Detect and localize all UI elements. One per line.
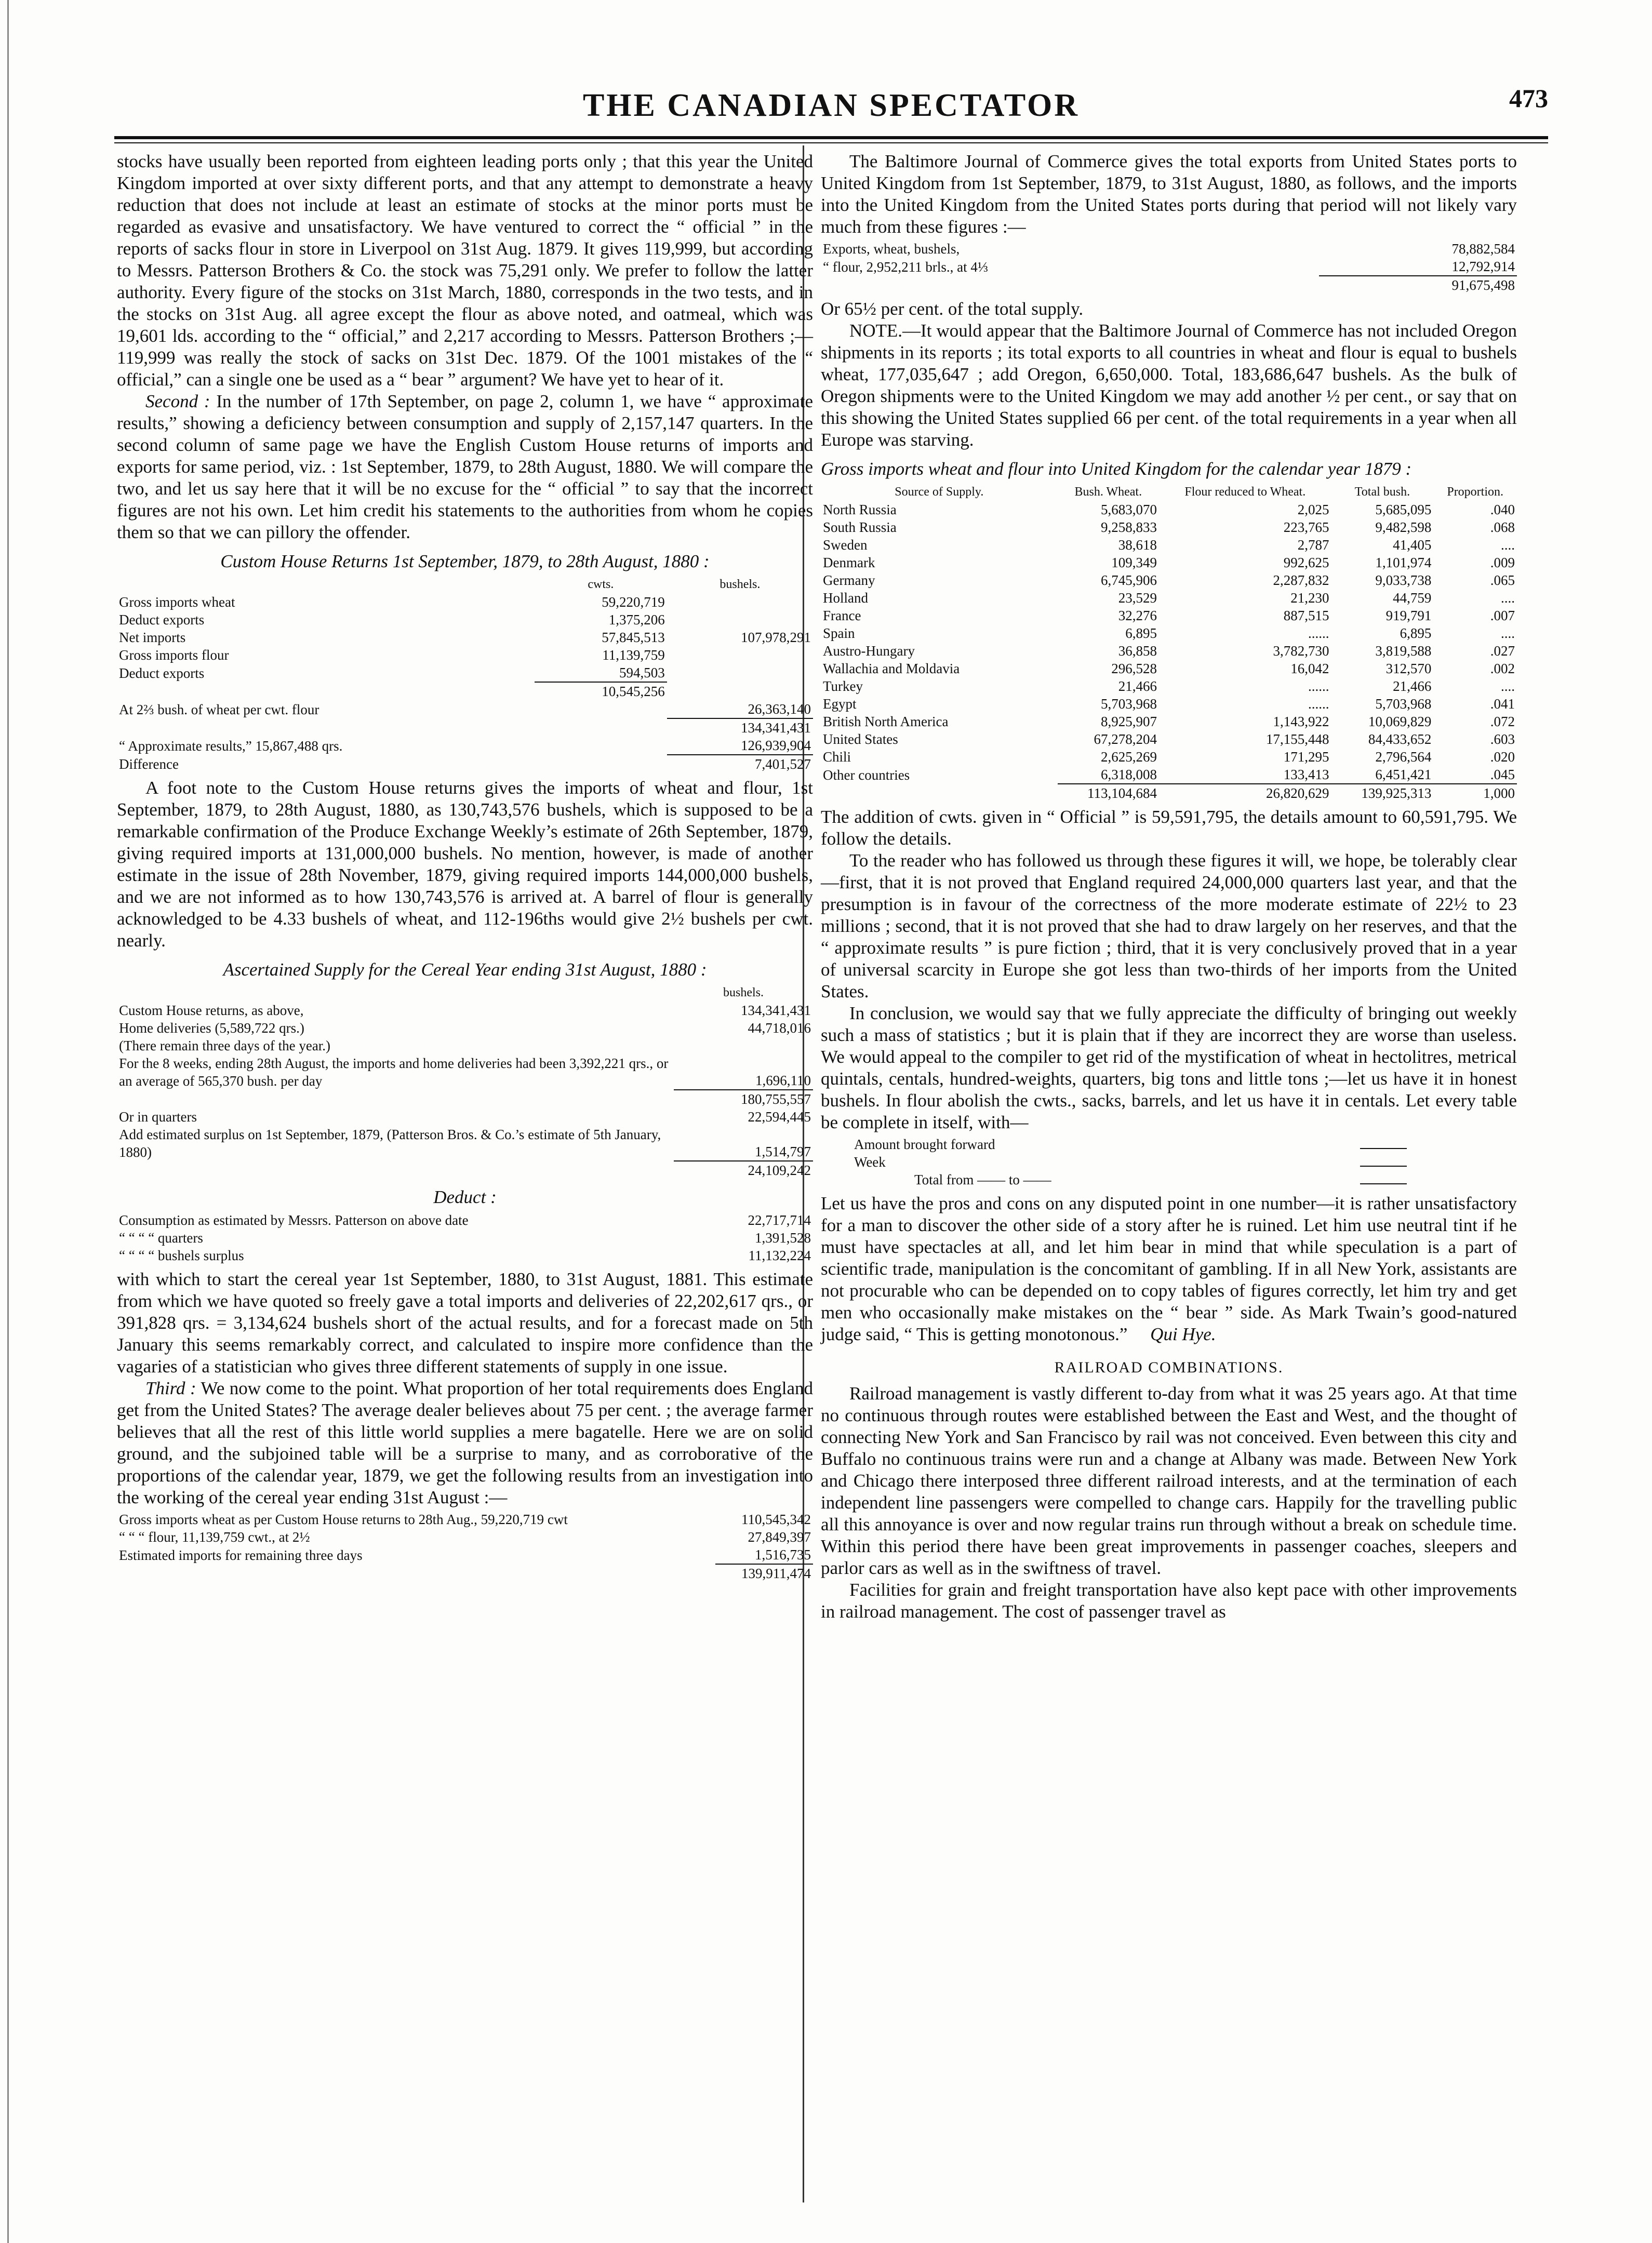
total-cell: 84,433,652 xyxy=(1368,731,1432,747)
table-row xyxy=(117,1247,813,1264)
row-label: Estimated imports for remaining three days xyxy=(119,1547,363,1563)
column-header: Source of Supply. xyxy=(895,485,984,499)
page-header xyxy=(114,0,1548,156)
row-label: Gross imports flour xyxy=(119,647,229,663)
table-row xyxy=(821,554,1517,571)
row-label: Difference xyxy=(119,756,179,772)
flour-cell: 992,625 xyxy=(1283,555,1329,570)
table-row xyxy=(821,660,1517,677)
wheat-cell: 21,466 xyxy=(1118,678,1157,694)
paragraph: The Baltimore Journal of Commerce gives the total exports from United States ports to United Kingdom from 1st September, 1879, to 31st August, 1880, as follows, and the imports into the United Kingdom from the United States ports during that period will not likely vary much from these figures :— xyxy=(821,151,1517,237)
wheat-cell: 296,528 xyxy=(1111,661,1157,676)
table-row xyxy=(117,1019,813,1037)
table-row xyxy=(117,1528,813,1546)
table-row xyxy=(117,593,813,611)
bushels-cell: 180,755,557 xyxy=(674,1090,813,1108)
row-label: Or in quarters xyxy=(119,1109,197,1125)
cwts-cell: 10,545,256 xyxy=(535,682,667,700)
proportion-cell: .... xyxy=(1501,625,1515,641)
bushels-cell: 44,718,016 xyxy=(748,1020,811,1036)
cwts-cell: 59,220,719 xyxy=(602,594,665,610)
paragraph-text: Let us have the pros and cons on any disputed point in one number—it is rather unsatisfactory for a man to discover the other side of a story after he is ruined. Let him use neutral tint if he must have spectacles at all, and let him bear in mind that while speculation is a part of scientific trade, manipulation is the concomitant of gambling. If in all New York, assistants are not procurable who can be depended on to copy tables of figures correctly, let him try and get men who occasionally make mistakes on the “ bear ” side. As Mark Twain’s good-natured judge said, “ This is getting monotonous.” xyxy=(821,1193,1517,1344)
column-header: bushels. xyxy=(720,578,761,591)
flour-cell: ...... xyxy=(1308,625,1329,641)
source-cell: Turkey xyxy=(823,678,863,694)
form-label: Week xyxy=(854,1154,886,1170)
bushels-cell: 110,545,342 xyxy=(741,1512,811,1527)
flour-total: 26,820,629 xyxy=(1159,784,1331,802)
table-row xyxy=(117,664,813,682)
wheat-total: 113,104,684 xyxy=(1058,784,1159,802)
paragraph: stocks have usually been reported from eighteen leading ports only ; that this year the United Kingdom imported at over sixty different ports, and that any attempt to demonstrate a heavy reduction that does not include at least an estimate of stocks at the minor ports must be regarded as evasive and unsatisfactory. We have ventured to correct the “ official ” in the reports of sacks flour in store in Liverpool on 31st Aug. 1879. It gives 119,999, but according to Messrs. Patterson Brothers & Co. the stock was 75,291 only. We prefer to follow the latter authority. Every figure of the stocks on 31st March, 1880, corresponds in the two tests, and in the stocks on 31st Aug. all agree except the flour as above noted, and oatmeal, which was 19,601 lds. according to the “ official,” and 2,217 according to Messrs. Patterson Brothers ;—119,999 was really the stock of sacks on 31st Dec. 1879. Of the 1001 mistakes of the “ official,” can a single one be used as a “ bear ” argument? We have yet to hear of it. xyxy=(117,151,813,390)
table-row xyxy=(117,1511,813,1528)
flour-cell: 171,295 xyxy=(1283,749,1329,765)
proportion-cell: .027 xyxy=(1490,643,1515,659)
table-row xyxy=(821,240,1517,258)
row-label: “ flour, 2,952,211 brls., at 4⅓ xyxy=(823,259,989,275)
deduct-table xyxy=(117,1211,813,1264)
paragraph-text: In the number of 17th September, on page 2, column 1, we have “ approximate results,” showing a deficiency between consumption and supply of 2,157,147 quarters. In the second column of same page we have the English Custom House returns of imports and exports for same period, viz. : 1st September, 1879, to 28th August, 1880. We will compare the two, and let us say here that it will be no excuse for the “ official ” to say that the incorrect figures are not his own. Let him credit his statements to the authorities from whom he copies them so that we can pillory the offender. xyxy=(117,391,813,542)
bushels-cell: 139,911,474 xyxy=(715,1564,813,1582)
paragraph xyxy=(117,391,813,543)
table-row xyxy=(821,713,1517,730)
table-header xyxy=(821,483,1517,501)
total-cell: 919,791 xyxy=(1385,608,1432,623)
paragraph xyxy=(821,1193,1517,1345)
table-row xyxy=(117,1126,813,1161)
wheat-cell: 6,318,008 xyxy=(1101,767,1157,782)
lead-word: Second : xyxy=(145,391,210,411)
value-cell: 91,675,498 xyxy=(1319,276,1517,294)
row-label xyxy=(821,276,1319,294)
paragraph: Railroad management is vastly different to-day from what it was 25 years ago. At that time no continuous through routes were established between the East and West, and the thought of connecting New York and San Francisco by rail was not conceived. Even between this city and Buffalo no continuous trains were run and a change at Albany was made. Between New York and Chicago there interposed three different railroad interests, and at the termination of each independent line passengers were compelled to change cars. Happily for the travelling public all this annoyance is over and now regular trains run through without a break on schedule time. Within this period there have been great improvements in passenger coaches, sleepers and parlor cars as well as in the swiftness of travel. xyxy=(821,1383,1517,1578)
total-cell: 312,570 xyxy=(1385,661,1432,676)
source-cell: Denmark xyxy=(823,555,875,570)
total-cell: 9,482,598 xyxy=(1375,519,1432,535)
row-label: Home deliveries (5,589,722 qrs.) xyxy=(119,1020,304,1036)
table-row xyxy=(117,682,813,700)
baltimore-exports-table xyxy=(821,240,1517,294)
table-row xyxy=(821,642,1517,660)
paragraph: The addition of cwts. given in “ Official ” is 59,591,795, the details amount to 60,591,795. We follow the details. xyxy=(821,807,1517,849)
row-label: “ “ “ flour, 11,139,759 cwt., at 2½ xyxy=(119,1529,310,1545)
gross-imports-table xyxy=(117,1511,813,1582)
bushels-cell xyxy=(667,646,813,664)
table-row xyxy=(117,1546,813,1564)
value-cell: 78,882,584 xyxy=(1451,241,1515,257)
section-title: RAILROAD COMBINATIONS. xyxy=(1054,1359,1284,1376)
source-cell: British North America xyxy=(823,714,949,729)
wheat-cell: 9,258,833 xyxy=(1101,519,1157,535)
column-header: Bush. Wheat. xyxy=(1074,485,1142,499)
row-label: Net imports xyxy=(119,630,186,645)
form-label: Total from —— to —— xyxy=(914,1172,1051,1187)
table-row xyxy=(821,276,1517,294)
table-row xyxy=(821,589,1517,607)
row-label: Deduct exports xyxy=(119,612,205,627)
value-cell: 1,391,528 xyxy=(755,1230,811,1246)
cwts-cell: 594,503 xyxy=(619,665,665,680)
table-row xyxy=(117,718,813,737)
paragraph: In conclusion, we would say that we fully appreciate the difficulty of bringing out weekly such a mass of statistics ; but it is plain that if they are incorrect they are worse than useless. We would appeal to the compiler to get rid of the mystification of wheat in hectolitres, metrical quintals, centals, hundred-weights, quarters, big tons and little tons ;—let us have it in honest bushels. In flour abolish the cwts., sacks, barrels, and let us have it in centals. Let every table be complete in itself, with— xyxy=(821,1003,1517,1132)
page-title: THE CANADIAN SPECTATOR xyxy=(582,88,1080,123)
right-column xyxy=(821,151,1517,1623)
source-cell: Wallachia and Moldavia xyxy=(823,661,960,676)
table-row xyxy=(117,1037,813,1054)
form-row xyxy=(852,1171,1409,1189)
wheat-cell: 5,683,070 xyxy=(1101,502,1157,517)
flour-cell: 21,230 xyxy=(1290,590,1329,606)
form-label: Amount brought forward xyxy=(854,1137,995,1152)
bushels-cell xyxy=(667,611,813,629)
source-cell: United States xyxy=(823,731,898,747)
row-label: Gross imports wheat xyxy=(119,594,235,610)
lead-word: Third : xyxy=(145,1378,196,1398)
wheat-cell: 38,618 xyxy=(1118,537,1157,553)
paragraph: with which to start the cereal year 1st September, 1880, to 31st August, 1881. This estimate from which we have quoted so freely gave a total imports and deliveries of 22,202,617 qrs., or 391,828 qrs. = 3,134,624 bushels short of the actual results, and for a forecast made on 5th January this seems remarkably correct, and calculated to inspire more confidence than the vagaries of a statistician who gives three different statements of supply in one issue. xyxy=(117,1269,813,1377)
source-cell xyxy=(821,784,1058,802)
flour-cell: 16,042 xyxy=(1290,661,1329,676)
total-cell: 6,895 xyxy=(1400,625,1432,641)
row-label: Add estimated surplus on 1st September, 1879, (Patterson Bros. & Co.’s estimate of 5th January, 1880) xyxy=(119,1127,661,1160)
proportion-cell: .065 xyxy=(1490,572,1515,588)
row-label: (There remain three days of the year.) xyxy=(119,1038,331,1053)
proportion-cell: .068 xyxy=(1490,519,1515,535)
table-row xyxy=(821,258,1517,276)
table-row xyxy=(821,571,1517,589)
table-row xyxy=(821,501,1517,518)
proportion-cell: .002 xyxy=(1490,661,1515,676)
row-label: Consumption as estimated by Messrs. Patterson on above date xyxy=(119,1212,469,1228)
cwts-cell xyxy=(535,718,667,737)
table-header xyxy=(117,576,813,593)
proportion-cell: .... xyxy=(1501,590,1515,606)
total-cell: 41,405 xyxy=(1393,537,1432,553)
bushels-cell: 7,401,527 xyxy=(667,755,813,773)
paragraph: To the reader who has followed us through these figures it will, we hope, be tolerably clear—first, that it is not proved that England required 24,000,000 quarters last year, and that the presumption is in favour of the correctness of the more moderate estimate of 22½ to 23 millions ; second, that it is not proved that she had to draw largely on her reserves, and that the “ approximate results ” is pure fiction ; third, that it is very conclusively proved that in a year of universal scarcity in Europe she got less than two-thirds of her imports from the United States. xyxy=(821,850,1517,1002)
blank-line xyxy=(1360,1156,1407,1167)
table-row xyxy=(821,695,1517,713)
source-cell: Germany xyxy=(823,572,875,588)
column-header: Proportion. xyxy=(1447,485,1504,499)
source-cell: Other countries xyxy=(823,767,910,783)
column-header: Flour reduced to Wheat. xyxy=(1184,485,1306,499)
proportion-total: 1,000 xyxy=(1433,784,1517,802)
header-rule-thin xyxy=(114,142,1548,143)
table-row xyxy=(117,1002,813,1019)
table-row xyxy=(117,629,813,646)
paragraph: Or 65½ per cent. of the total supply. xyxy=(821,299,1084,319)
custom-house-table xyxy=(117,576,813,773)
source-cell: North Russia xyxy=(823,502,897,517)
table-row xyxy=(117,1090,813,1108)
total-cell: 9,033,738 xyxy=(1375,572,1432,588)
cwts-cell: 57,845,513 xyxy=(602,630,665,645)
table-caption: Ascertained Supply for the Cereal Year ending 31st August, 1880 : xyxy=(223,959,707,980)
grand-total: 139,925,313 xyxy=(1331,784,1434,802)
flour-cell: 133,413 xyxy=(1283,767,1329,782)
proportion-cell: .040 xyxy=(1490,502,1515,517)
wheat-cell: 8,925,907 xyxy=(1101,714,1157,729)
flour-cell: 2,787 xyxy=(1297,537,1329,553)
header-rule xyxy=(114,136,1548,139)
table-header xyxy=(117,984,813,1002)
row-label xyxy=(117,1090,674,1108)
paragraph-text: We now come to the point. What proportion of her total requirements does England get from the United States? The average dealer believes about 75 per cent. ; the average farmer believes that all the rest of this little world supplies a mere bagatelle. Here we are on solid ground, and the subjoined table will be a surprise to many, and as corroborative of the proportions of the calendar year, 1879, we get the following results from an investigation into the working of the cereal year ending 31st August :— xyxy=(117,1378,814,1507)
table-row xyxy=(117,1161,813,1179)
table-row xyxy=(117,755,813,773)
row-label xyxy=(117,1161,674,1179)
proportion-cell: .009 xyxy=(1490,555,1515,570)
flour-cell: 2,025 xyxy=(1297,502,1329,517)
form-row xyxy=(852,1136,1409,1153)
flour-cell: ...... xyxy=(1308,696,1329,712)
cwts-cell xyxy=(535,737,667,755)
table-row xyxy=(117,1211,813,1229)
bushels-cell: 1,514,797 xyxy=(755,1144,811,1159)
blank-line xyxy=(1360,1174,1407,1184)
row-label xyxy=(117,682,535,700)
proportion-cell: .007 xyxy=(1490,608,1515,623)
bushels-cell: 22,594,445 xyxy=(748,1109,811,1125)
flour-cell: 223,765 xyxy=(1283,519,1329,535)
total-cell: 44,759 xyxy=(1393,590,1432,606)
bushels-cell: 24,109,242 xyxy=(674,1161,813,1179)
proportion-cell: .603 xyxy=(1490,731,1515,747)
table-row xyxy=(117,1054,813,1090)
row-label: Custom House returns, as above, xyxy=(119,1003,304,1018)
row-label xyxy=(117,1564,715,1582)
proportion-cell: .072 xyxy=(1490,714,1515,729)
wheat-cell: 6,745,906 xyxy=(1101,572,1157,588)
table-row xyxy=(117,1229,813,1247)
left-column xyxy=(117,151,813,1586)
source-cell: Spain xyxy=(823,625,855,641)
row-label: Exports, wheat, bushels, xyxy=(823,241,960,257)
proportion-cell: .041 xyxy=(1490,696,1515,712)
flour-cell: 17,155,448 xyxy=(1266,731,1329,747)
value-cell: 22,717,714 xyxy=(748,1212,811,1228)
page-number: 473 xyxy=(1509,84,1548,113)
flour-cell: ...... xyxy=(1308,678,1329,694)
table-row xyxy=(821,677,1517,695)
bushels-cell: 1,516,735 xyxy=(755,1547,811,1563)
bushels-cell: 26,363,140 xyxy=(748,701,811,717)
table-row xyxy=(821,518,1517,536)
row-label: Gross imports wheat as per Custom House returns to 28th Aug., 59,220,719 cwt xyxy=(119,1512,568,1527)
column-header: cwts. xyxy=(588,578,614,591)
bushels-cell xyxy=(667,593,813,611)
bushels-cell: 27,849,397 xyxy=(748,1529,811,1545)
table-row xyxy=(821,748,1517,766)
source-cell: Holland xyxy=(823,590,868,606)
source-cell: Sweden xyxy=(823,537,868,553)
cwts-cell xyxy=(535,755,667,773)
wheat-cell: 67,278,204 xyxy=(1094,731,1157,747)
bushels-cell: 134,341,431 xyxy=(667,718,813,737)
total-cell: 3,819,588 xyxy=(1375,643,1432,659)
wheat-cell: 36,858 xyxy=(1118,643,1157,659)
bushels-cell: 107,978,291 xyxy=(741,630,811,645)
table-total-row xyxy=(821,784,1517,802)
total-cell: 5,703,968 xyxy=(1375,696,1432,712)
bushels-cell: 1,696,110 xyxy=(755,1073,811,1088)
row-label xyxy=(117,718,535,737)
cwts-cell: 1,375,206 xyxy=(608,612,665,627)
bushels-cell: 126,939,904 xyxy=(741,738,811,753)
table-row xyxy=(117,700,813,718)
row-label: At 2⅔ bush. of wheat per cwt. flour xyxy=(119,702,319,717)
source-cell: Austro-Hungary xyxy=(823,643,915,659)
bushels-cell xyxy=(667,664,813,682)
value-cell: 11,132,224 xyxy=(748,1248,811,1263)
wheat-cell: 23,529 xyxy=(1118,590,1157,606)
flour-cell: 887,515 xyxy=(1283,608,1329,623)
flour-cell: 2,287,832 xyxy=(1273,572,1329,588)
table-row xyxy=(117,1564,813,1582)
wheat-cell: 2,625,269 xyxy=(1101,749,1157,765)
wheat-cell: 5,703,968 xyxy=(1101,696,1157,712)
wheat-cell: 6,895 xyxy=(1125,625,1157,641)
table-row xyxy=(117,611,813,629)
table-row xyxy=(821,766,1517,784)
source-cell: South Russia xyxy=(823,519,897,535)
value-cell: 12,792,914 xyxy=(1451,259,1515,274)
cwts-cell xyxy=(535,700,667,718)
table-caption: Gross imports wheat and flour into United Kingdom for the calendar year 1879 : xyxy=(821,459,1412,479)
total-cell: 5,685,095 xyxy=(1375,502,1432,517)
total-cell: 1,101,974 xyxy=(1375,555,1432,570)
table-row xyxy=(821,730,1517,748)
row-label: “ “ “ “ bushels surplus xyxy=(119,1248,244,1263)
cwts-cell: 11,139,759 xyxy=(602,647,665,663)
paragraph xyxy=(117,1378,813,1508)
note-paragraph: NOTE.—It would appear that the Baltimore Journal of Commerce has not included Oregon shipments in its reports ; its total exports to all countries in wheat and flour is equal to bushels wheat, 177,035,647 ; add Oregon, 6,650,000. Total, 183,686,647 bushels. As the bulk of Oregon shipments were to the United Kingdom we may add another ½ per cent., or say that on this showing the United States supplied 66 per cent. of the total requirements in a year when all Europe was starving. xyxy=(821,321,1517,450)
total-cell: 21,466 xyxy=(1393,678,1432,694)
table-row xyxy=(117,646,813,664)
wheat-cell: 109,349 xyxy=(1111,555,1157,570)
bushels-cell: 134,341,431 xyxy=(741,1003,811,1018)
form-row xyxy=(852,1153,1409,1171)
source-cell: Egypt xyxy=(823,696,857,712)
blank-line xyxy=(1360,1139,1407,1149)
source-cell: France xyxy=(823,608,861,623)
source-cell: Chili xyxy=(823,749,851,765)
table-row xyxy=(821,624,1517,642)
table-caption: Custom House Returns 1st September, 1879, to 28th August, 1880 : xyxy=(220,551,710,571)
wheat-cell: 32,276 xyxy=(1118,608,1157,623)
total-cell: 2,796,564 xyxy=(1375,749,1432,765)
supply-table xyxy=(117,984,813,1179)
row-label: Deduct exports xyxy=(119,665,205,681)
column-header: Total bush. xyxy=(1354,485,1410,499)
row-label: “ “ “ “ quarters xyxy=(119,1230,203,1246)
paragraph: A foot note to the Custom House returns gives the imports of wheat and flour, 1st September, 1879, to 28th August, 1880, as 130,743,576 bushels, which is supposed to be a remarkable confirmation of the Produce Exchange Weekly’s estimate of 26th September, 1879, giving required imports at 131,000,000 bushels. No mention, however, is made of another estimate in the issue of 28th November, 1879, giving required imports 144,000,000 bushels, and we are not informed as to how 130,743,576 is arrived at. A barrel of flour is generally acknowledged to be 4.33 bushels of wheat, and 112-196ths would give 2½ bushels per cwt. nearly. xyxy=(117,778,813,951)
uk-imports-table xyxy=(821,483,1517,802)
table-row xyxy=(821,536,1517,554)
row-label: For the 8 weeks, ending 28th August, the imports and home deliveries had been 3,392,221 qrs., or an average of 565,370 bush. per day xyxy=(119,1056,669,1089)
bushels-cell xyxy=(667,682,813,700)
bushels-cell xyxy=(674,1037,813,1054)
proportion-cell: .... xyxy=(1501,678,1515,694)
template-form xyxy=(852,1136,1409,1189)
flour-cell: 1,143,922 xyxy=(1273,714,1329,729)
row-label: “ Approximate results,” 15,867,488 qrs. xyxy=(119,738,343,754)
table-row xyxy=(117,1108,813,1126)
flour-cell: 3,782,730 xyxy=(1273,643,1329,659)
signature: Qui Hye. xyxy=(1150,1324,1216,1344)
column-header: bushels. xyxy=(723,986,764,999)
total-cell: 6,451,421 xyxy=(1375,767,1432,782)
table-row xyxy=(821,607,1517,624)
paragraph: Facilities for grain and freight transportation have also kept pace with other improvements in railroad management. The cost of passenger travel as xyxy=(821,1580,1517,1622)
proportion-cell: .... xyxy=(1501,537,1515,553)
total-cell: 10,069,829 xyxy=(1368,714,1432,729)
table-row xyxy=(117,737,813,755)
proportion-cell: .020 xyxy=(1490,749,1515,765)
deduct-label: Deduct : xyxy=(433,1187,497,1207)
page-edge-line xyxy=(7,0,9,2243)
proportion-cell: .045 xyxy=(1490,767,1515,782)
